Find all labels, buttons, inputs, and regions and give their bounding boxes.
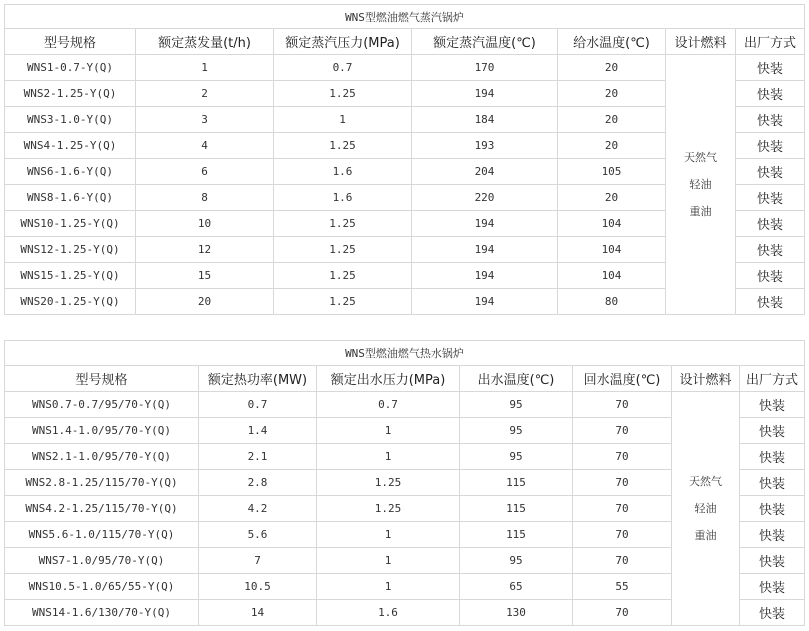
cell-pressure: 1.25: [274, 289, 412, 315]
steam-boiler-table: [4, 4, 805, 315]
fuel-cell: [672, 392, 740, 626]
cell-pressure: 0.7: [274, 55, 412, 81]
cell-shipping: 快装: [736, 133, 805, 159]
fuel-type: 轻油: [694, 502, 717, 515]
cell-pressure: 1.6: [274, 185, 412, 211]
cell-model: WNS2-1.25-Y(Q): [5, 81, 136, 107]
cell-pressure: 0.7: [317, 392, 460, 418]
cell-capacity: 1: [136, 55, 274, 81]
fuel-cell: [666, 55, 736, 315]
cell-model: WNS4.2-1.25/115/70-Y(Q): [5, 496, 199, 522]
cell-model: WNS7-1.0/95/70-Y(Q): [5, 548, 199, 574]
cell-out: 115: [460, 522, 573, 548]
cell-model: WNS2.1-1.0/95/70-Y(Q): [5, 444, 199, 470]
hotwater-table-title: WNS型燃油燃气热水锅炉: [5, 341, 805, 366]
cell-model: WNS1-0.7-Y(Q): [5, 55, 136, 81]
header-pressure: 额定蒸汽压力(MPa): [274, 29, 412, 55]
cell-shipping: 快装: [740, 392, 805, 418]
cell-capacity: 2: [136, 81, 274, 107]
cell-temp: 194: [412, 211, 558, 237]
cell-out: 95: [460, 392, 573, 418]
cell-pressure: 1.25: [274, 263, 412, 289]
table-row: [5, 392, 805, 418]
cell-capacity: 3: [136, 107, 274, 133]
header-power: 额定热功率(MW): [199, 366, 317, 392]
cell-out: 115: [460, 470, 573, 496]
cell-pressure: 1.25: [274, 237, 412, 263]
cell-pressure: 1: [274, 107, 412, 133]
cell-power: 2.1: [199, 444, 317, 470]
cell-back: 70: [573, 444, 672, 470]
cell-water: 105: [558, 159, 666, 185]
cell-capacity: 8: [136, 185, 274, 211]
cell-pressure: 1.6: [317, 600, 460, 626]
cell-model: WNS15-1.25-Y(Q): [5, 263, 136, 289]
cell-back: 70: [573, 522, 672, 548]
cell-shipping: 快装: [736, 211, 805, 237]
cell-capacity: 10: [136, 211, 274, 237]
cell-back: 70: [573, 496, 672, 522]
cell-water: 20: [558, 107, 666, 133]
fuel-type: 轻油: [689, 178, 712, 191]
cell-model: WNS10.5-1.0/65/55-Y(Q): [5, 574, 199, 600]
cell-back: 70: [573, 470, 672, 496]
cell-water: 20: [558, 55, 666, 81]
cell-shipping: 快装: [736, 55, 805, 81]
cell-shipping: 快装: [736, 185, 805, 211]
cell-shipping: 快装: [740, 418, 805, 444]
cell-pressure: 1.25: [317, 496, 460, 522]
cell-water: 20: [558, 185, 666, 211]
cell-pressure: 1.25: [274, 211, 412, 237]
cell-temp: 204: [412, 159, 558, 185]
cell-temp: 194: [412, 289, 558, 315]
cell-pressure: 1.25: [274, 81, 412, 107]
header-fuel: 设计燃料: [672, 366, 740, 392]
cell-shipping: 快装: [736, 81, 805, 107]
cell-pressure: 1.25: [274, 133, 412, 159]
header-shipping: 出厂方式: [736, 29, 805, 55]
cell-out: 115: [460, 496, 573, 522]
cell-out: 65: [460, 574, 573, 600]
cell-power: 5.6: [199, 522, 317, 548]
cell-out: 95: [460, 444, 573, 470]
cell-shipping: 快装: [736, 289, 805, 315]
cell-temp: 194: [412, 237, 558, 263]
cell-back: 70: [573, 548, 672, 574]
header-model: 型号规格: [5, 29, 136, 55]
cell-shipping: 快装: [740, 600, 805, 626]
cell-water: 20: [558, 133, 666, 159]
cell-water: 80: [558, 289, 666, 315]
cell-power: 1.4: [199, 418, 317, 444]
cell-model: WNS6-1.6-Y(Q): [5, 159, 136, 185]
fuel-type: 天然气: [684, 151, 717, 164]
cell-model: WNS14-1.6/130/70-Y(Q): [5, 600, 199, 626]
header-model: 型号规格: [5, 366, 199, 392]
cell-shipping: 快装: [740, 470, 805, 496]
cell-water: 104: [558, 263, 666, 289]
cell-back: 70: [573, 392, 672, 418]
cell-shipping: 快装: [740, 574, 805, 600]
cell-model: WNS20-1.25-Y(Q): [5, 289, 136, 315]
cell-pressure: 1: [317, 574, 460, 600]
cell-pressure: 1: [317, 418, 460, 444]
cell-shipping: 快装: [740, 444, 805, 470]
cell-temp: 193: [412, 133, 558, 159]
cell-capacity: 4: [136, 133, 274, 159]
header-water-temp: 给水温度(℃): [558, 29, 666, 55]
cell-power: 7: [199, 548, 317, 574]
fuel-type: 重油: [689, 205, 712, 218]
header-fuel: 设计燃料: [666, 29, 736, 55]
cell-power: 4.2: [199, 496, 317, 522]
table-row: [5, 55, 805, 81]
cell-pressure: 1: [317, 444, 460, 470]
cell-pressure: 1.6: [274, 159, 412, 185]
cell-power: 2.8: [199, 470, 317, 496]
cell-model: WNS8-1.6-Y(Q): [5, 185, 136, 211]
cell-capacity: 15: [136, 263, 274, 289]
cell-temp: 220: [412, 185, 558, 211]
cell-power: 0.7: [199, 392, 317, 418]
header-return-temp: 回水温度(℃): [573, 366, 672, 392]
header-outlet-pressure: 额定出水压力(MPa): [317, 366, 460, 392]
cell-pressure: 1: [317, 522, 460, 548]
cell-shipping: 快装: [736, 107, 805, 133]
cell-model: WNS3-1.0-Y(Q): [5, 107, 136, 133]
cell-shipping: 快装: [740, 496, 805, 522]
cell-water: 20: [558, 81, 666, 107]
cell-back: 70: [573, 600, 672, 626]
cell-capacity: 20: [136, 289, 274, 315]
cell-out: 95: [460, 418, 573, 444]
cell-model: WNS0.7-0.7/95/70-Y(Q): [5, 392, 199, 418]
cell-model: WNS10-1.25-Y(Q): [5, 211, 136, 237]
cell-shipping: 快装: [740, 522, 805, 548]
cell-back: 55: [573, 574, 672, 600]
cell-shipping: 快装: [736, 263, 805, 289]
cell-water: 104: [558, 237, 666, 263]
cell-back: 70: [573, 418, 672, 444]
cell-temp: 194: [412, 263, 558, 289]
cell-shipping: 快装: [740, 548, 805, 574]
fuel-type: 天然气: [689, 475, 722, 488]
cell-model: WNS12-1.25-Y(Q): [5, 237, 136, 263]
cell-capacity: 6: [136, 159, 274, 185]
cell-shipping: 快装: [736, 237, 805, 263]
cell-pressure: 1: [317, 548, 460, 574]
cell-capacity: 12: [136, 237, 274, 263]
cell-power: 10.5: [199, 574, 317, 600]
steam-table-title: WNS型燃油燃气蒸汽锅炉: [5, 5, 805, 29]
header-outlet-temp: 出水温度(℃): [460, 366, 573, 392]
header-steam-temp: 额定蒸汽温度(℃): [412, 29, 558, 55]
cell-temp: 170: [412, 55, 558, 81]
cell-out: 95: [460, 548, 573, 574]
cell-out: 130: [460, 600, 573, 626]
cell-water: 104: [558, 211, 666, 237]
fuel-type: 重油: [694, 529, 717, 542]
hot-water-boiler-table: [4, 340, 805, 626]
cell-pressure: 1.25: [317, 470, 460, 496]
cell-model: WNS4-1.25-Y(Q): [5, 133, 136, 159]
cell-shipping: 快装: [736, 159, 805, 185]
header-capacity: 额定蒸发量(t/h): [136, 29, 274, 55]
cell-power: 14: [199, 600, 317, 626]
cell-temp: 194: [412, 81, 558, 107]
cell-model: WNS1.4-1.0/95/70-Y(Q): [5, 418, 199, 444]
header-shipping: 出厂方式: [740, 366, 805, 392]
cell-temp: 184: [412, 107, 558, 133]
cell-model: WNS5.6-1.0/115/70-Y(Q): [5, 522, 199, 548]
cell-model: WNS2.8-1.25/115/70-Y(Q): [5, 470, 199, 496]
